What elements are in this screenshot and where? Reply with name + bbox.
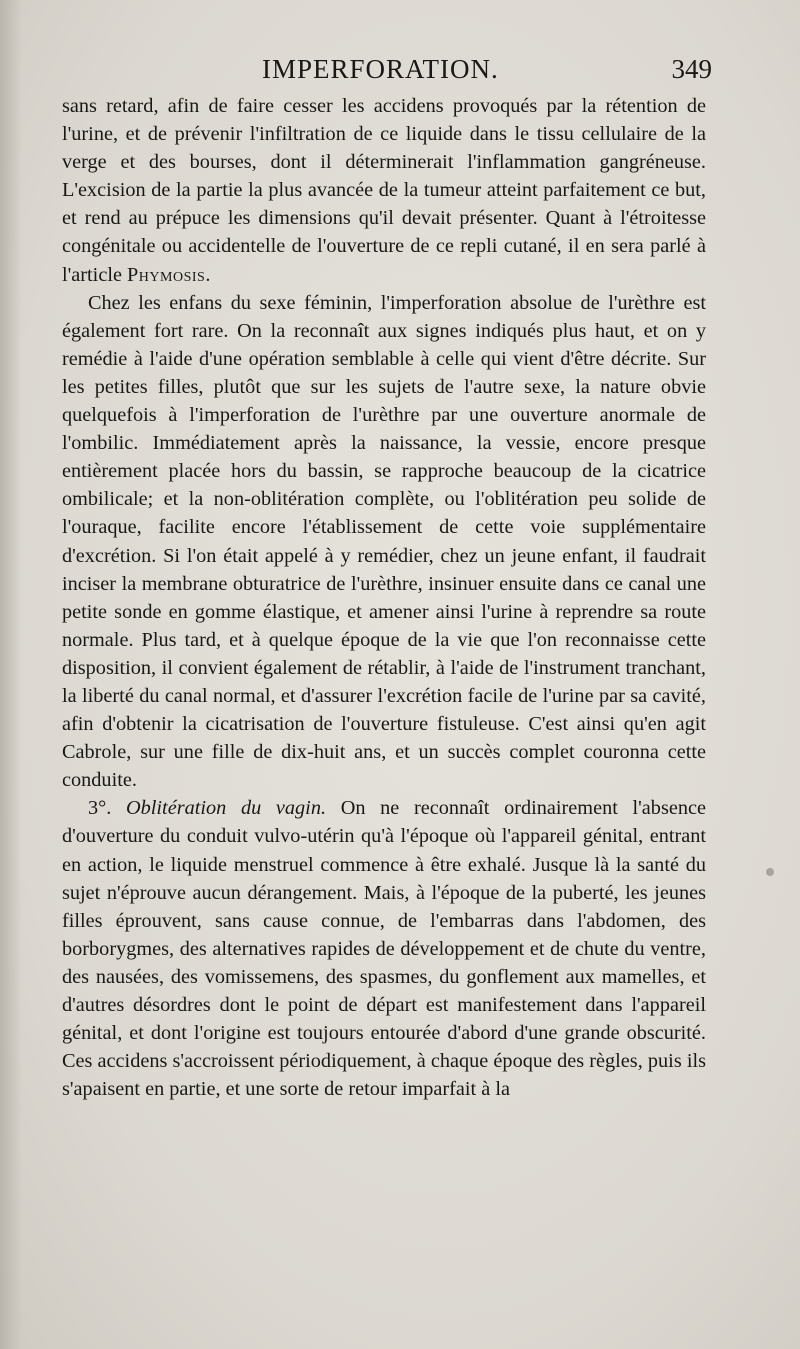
section-number: 3°. [88,797,112,820]
page-number: 349 [671,54,712,84]
paragraph-text: Chez les enfans du sexe féminin, l'imperforation absolue de l'urèthre est également fort rare. On la reconnaît aux signes indiqués plus haut, et on y remédie à l'aide d'une opération semblable à celle qui vient d'être décrite. Sur les petites filles, plutôt que sur les sujets de l'autre sexe, la nature obvie quelquefois à l'imperforation de l'urèthre par une ouverture anormale de l'ombilic. Immédiatement après la naissance, la vessie, encore presque entièrement placée hors du bassin, se rapproche beaucoup de la cicatrice ombilicale; et la non-oblitération complète, ou l'oblitération peu solide de l'ouraque, facilite encore l'établissement de cette voie supplémentaire d'excrétion. Si l'on était appelé à y remédier, chez un jeune enfant, il faudrait inciser la membrane obturatrice de l'urèthre, insinuer ensuite dans ce canal une petite sonde en gomme élastique, et amener ainsi l'urine à reprendre sa route normale. Plus tard, et à quelque époque de la vie que l'on reconnaisse cette disposition, il convient également de rétablir, à l'aide de l'instrument tranchant, la liberté du canal normal, et d'assurer l'excrétion facile de l'urine par sa cavité, afin d'obtenir la cicatrisation de l'ouverture fistuleuse. C'est ainsi qu'en agit Cabrole, sur une fille de dix-huit ans, et un succès complet couronna cette conduite. [62,291,706,792]
running-title: IMPERFORATION. [262,54,499,84]
body-text [62,92,706,1103]
cross-reference: Phymosis [127,263,206,286]
paper-speck [766,868,774,876]
paragraph-tail: . [205,263,211,286]
paragraph-section-3 [62,794,706,1103]
gutter-shadow [0,0,22,1349]
paragraph-text: sans retard, afin de faire cesser les accidens provoqués par la rétention de l'urine, et de prévenir l'infiltration de ce liquide dans le tissu cellulaire de la verge et des bourses, dont il déterminerait l'inflammation gangréneuse. L'excision de la partie la plus avancée de la tumeur atteint parfaitement ce but, et rend au prépuce les dimensions qu'il devait présenter. Quant à l'étroitesse congénitale ou accidentelle de l'ouverture de ce repli cutané, il en sera parlé à l'article [62,95,706,286]
page-header [62,52,712,92]
section-heading: Oblitération du vagin. [126,797,327,820]
paragraph-text: On ne reconnaît ordinairement l'absence d'ouverture du conduit vulvo-utérin qu'à l'époque où l'appareil génital, entrant en action, le liquide menstruel commence à être exhalé. Jusque là la santé du sujet n'éprouve aucun dérangement. Mais, à l'époque de la puberté, les jeunes filles éprouvent, sans cause connue, de l'embarras dans l'abdomen, des borborygmes, des alternatives rapides de développement et de chute du ventre, des nausées, des vomissemens, des spasmes, du gonflement aux mamelles, et d'autres désordres dont le point de départ est manifestement dans l'appareil génital, et dont l'origine est toujours entourée d'abord d'une grande obscurité. Ces accidens s'accroissent périodiquement, à chaque époque des règles, puis ils s'apaisent en partie, et une sorte de retour imparfait à la [62,797,706,1101]
paragraph [62,289,706,795]
paragraph-continuation [62,92,706,289]
